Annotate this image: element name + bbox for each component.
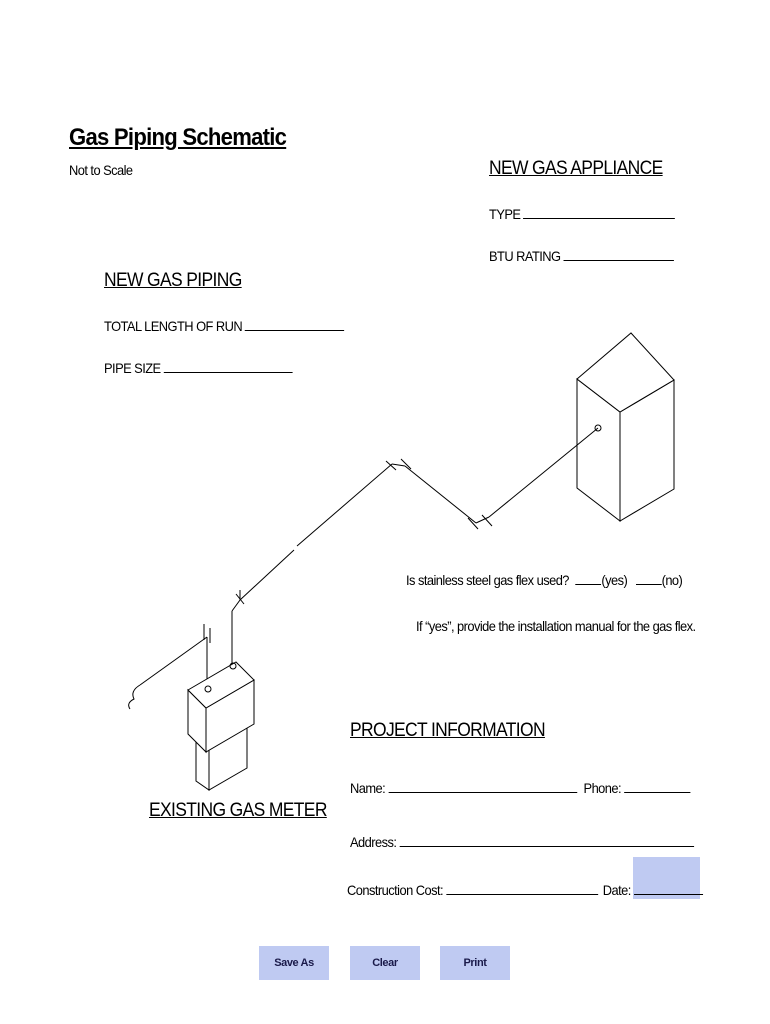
piping-length-label: TOTAL LENGTH OF RUN [104,318,243,334]
project-name-field[interactable] [388,778,577,793]
gas-pipe-run [129,428,598,709]
flex-no-label: (no) [661,572,683,588]
flex-no-field[interactable] [636,570,662,585]
project-cost-row [347,880,703,898]
piping-size-label: PIPE SIZE [104,360,161,376]
scale-note: Not to Scale [69,162,133,178]
appliance-heading: NEW GAS APPLIANCE [489,158,663,179]
flex-question-row [406,570,682,588]
project-address-row [350,832,694,850]
project-name-row [350,778,690,796]
flex-note: If “yes”, provide the installation manual for the gas flex. [416,618,696,634]
project-heading: PROJECT INFORMATION [350,720,545,741]
flex-yes-field[interactable] [576,570,602,585]
project-address-label: Address: [350,834,397,850]
print-button[interactable]: Print [440,946,510,980]
project-date-label: Date: [602,882,631,898]
clear-button[interactable]: Clear [350,946,420,980]
project-cost-field[interactable] [446,880,598,895]
project-address-field[interactable] [399,832,693,847]
project-date-field[interactable] [634,880,703,895]
meter-label: EXISTING GAS METER [149,800,327,821]
project-phone-label: Phone: [583,780,622,796]
save-as-button[interactable]: Save As [259,946,329,980]
project-phone-field[interactable] [624,778,690,793]
page-title: Gas Piping Schematic [69,124,287,151]
flex-yes-label: (yes) [601,572,628,588]
appliance-box-icon [577,333,674,521]
gas-meter-icon [188,662,254,790]
project-name-label: Name: [350,780,386,796]
project-cost-label: Construction Cost: [347,882,444,898]
piping-heading: NEW GAS PIPING [104,270,242,291]
appliance-btu-label: BTU RATING [489,248,561,264]
flex-question: Is stainless steel gas flex used? [406,572,569,588]
appliance-type-label: TYPE [489,206,521,222]
